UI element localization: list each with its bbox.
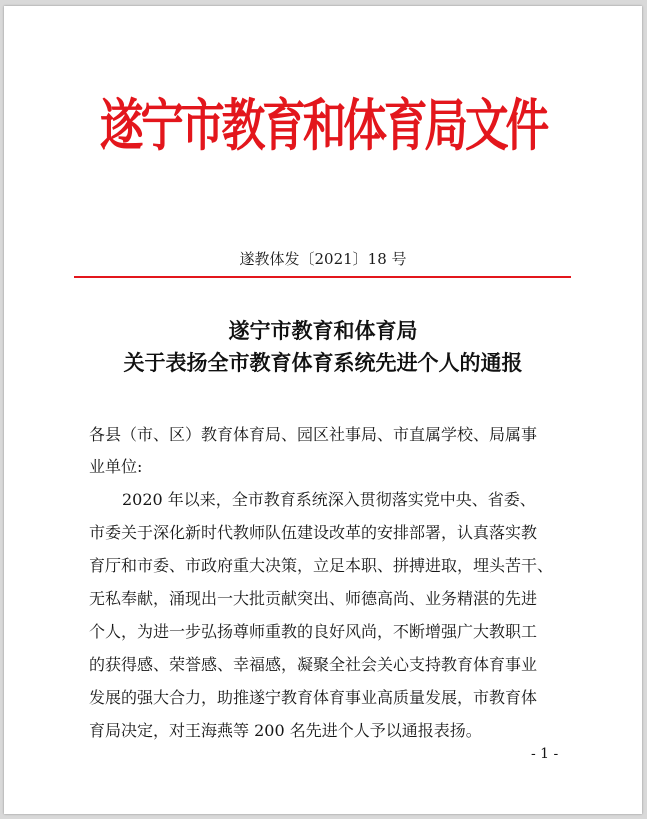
salutation-line: 业单位: xyxy=(89,457,143,476)
body-paragraph-line: 的获得感、荣誉感、幸福感，凝聚全社会关心支持教育体育事业 xyxy=(89,655,538,674)
body-paragraph-line: 2020 年以来，全市教育系统深入贯彻落实党中央、省委、 xyxy=(122,490,536,509)
red-divider-line xyxy=(74,276,571,278)
body-paragraph-line: 无私奉献，涌现出一大批贡献突出、师德高尚、业务精湛的先进 xyxy=(89,589,538,608)
document-number: 遂教体发〔2021〕18 号 xyxy=(239,250,407,268)
body-paragraph-line: 发展的强大合力，助推遂宁教育体育事业高质量发展，市教育体 xyxy=(89,688,538,707)
salutation-line: 各县（市、区）教育体育局、园区社事局、市直属学校、局属事 xyxy=(89,425,538,444)
page-number: - 1 - xyxy=(531,746,559,762)
masthead-title: 遂宁市教育和体育局文件 xyxy=(99,93,547,159)
body-paragraph-line: 市委关于深化新时代教师队伍建设改革的安排部署，认真落实教 xyxy=(89,523,538,542)
body-paragraph-line: 育局决定，对王海燕等 200 名先进个人予以通报表扬。 xyxy=(89,721,482,740)
body-paragraph-line: 个人，为进一步弘扬尊师重教的良好风尚，不断增强广大教职工 xyxy=(89,622,538,641)
document-title-line-1: 遂宁市教育和体育局 xyxy=(228,318,418,343)
document-page xyxy=(4,6,642,814)
body-paragraph-line: 育厅和市委、市政府重大决策，立足本职、拼搏进取，埋头苦干、 xyxy=(89,556,554,575)
document-title-line-2: 关于表扬全市教育体育系统先进个人的通报 xyxy=(123,350,523,375)
